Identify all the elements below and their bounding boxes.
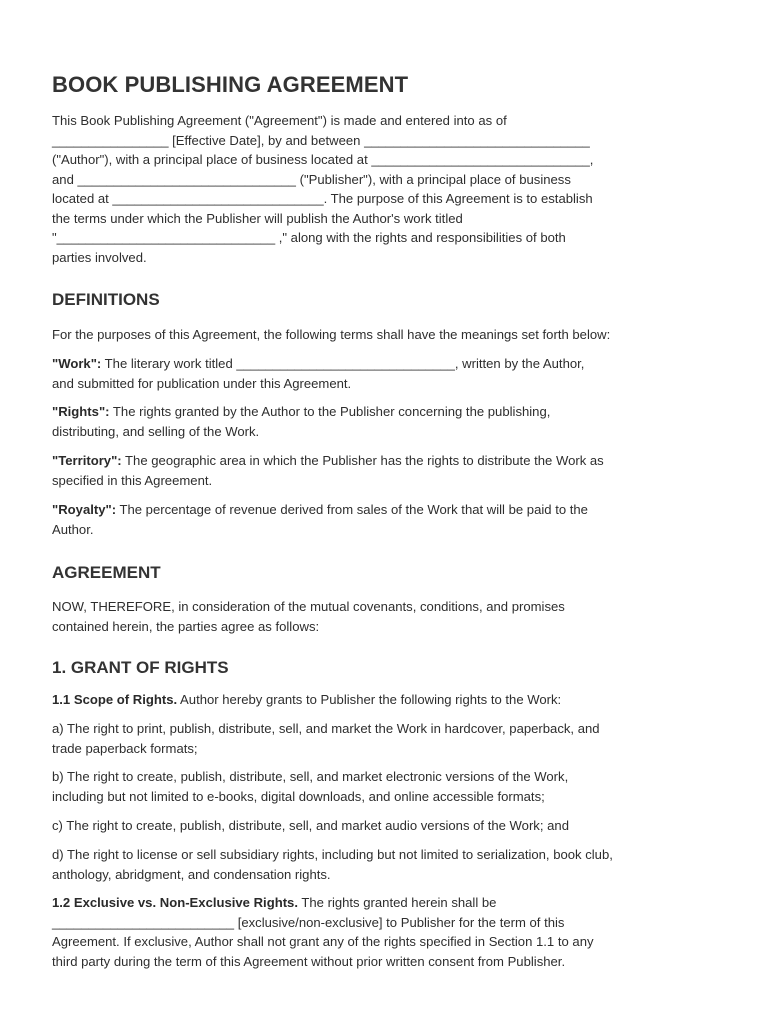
definition-term: "Territory": — [52, 453, 122, 468]
definition-line: specified in this Agreement. — [52, 472, 213, 488]
document-title: BOOK PUBLISHING AGREEMENT — [52, 72, 409, 97]
agreement-line: contained herein, the parties agree as follows: — [52, 618, 320, 634]
definitions-heading: DEFINITIONS — [52, 290, 160, 309]
right-item-line: trade paperback formats; — [52, 740, 198, 756]
exclusive-line: third party during the term of this Agreement without prior written consent from Publisher. — [52, 953, 566, 969]
scope-text: Author hereby grants to Publisher the following rights to the Work: — [177, 692, 562, 707]
definition-text: The rights granted by the Author to the Publisher concerning the publishing, — [109, 404, 551, 419]
exclusive-rights — [52, 893, 722, 971]
agreement-heading: AGREEMENT — [52, 563, 161, 582]
intro-line: "______________________________ ," along with the rights and responsibilities of both — [52, 230, 566, 245]
right-item-a — [52, 719, 722, 758]
intro-line: the terms under which the Publisher will publish the Author's work titled — [52, 210, 463, 226]
definition-line: distributing, and selling of the Work. — [52, 423, 260, 439]
definition-territory — [52, 451, 722, 490]
definition-text: The geographic area in which the Publisher has the rights to distribute the Work as — [121, 453, 604, 468]
agreement-paragraph — [52, 597, 722, 636]
exclusive-line: _________________________ [exclusive/non-exclusive] to Publisher for the term of this — [52, 914, 565, 930]
exclusive-text: The rights granted herein shall be — [297, 895, 497, 910]
definition-term: "Work": — [52, 356, 102, 371]
grant-of-rights-heading: 1. GRANT OF RIGHTS — [52, 658, 229, 677]
definition-rights — [52, 402, 722, 441]
right-item-b — [52, 767, 722, 806]
exclusive-line — [52, 893, 722, 913]
definition-term: "Rights": — [52, 404, 110, 419]
exclusive-term: 1.2 Exclusive vs. Non-Exclusive Rights. — [52, 895, 298, 910]
definition-line — [52, 402, 722, 422]
definition-royalty — [52, 500, 722, 539]
definition-line: and submitted for publication under this Agreement. — [52, 375, 352, 391]
intro-line: ________________ [Effective Date], by and between _______________________________ — [52, 132, 590, 148]
definition-work — [52, 354, 722, 393]
right-item-line: d) The right to license or sell subsidiary rights, including but not limited to serialization, book club, — [52, 847, 613, 862]
exclusive-line: Agreement. If exclusive, Author shall not grant any of the rights specified in Section 1.1 to any — [52, 934, 594, 949]
definition-line — [52, 354, 722, 374]
intro-line: parties involved. — [52, 249, 147, 265]
right-item-line: b) The right to create, publish, distribute, sell, and market electronic versions of the Work, — [52, 769, 569, 784]
right-item-line: including but not limited to e-books, digital downloads, and online accessible formats; — [52, 788, 545, 804]
scope-term: 1.1 Scope of Rights. — [52, 692, 178, 707]
definition-line: Author. — [52, 521, 94, 537]
definition-text: The percentage of revenue derived from sales of the Work that will be paid to the — [116, 502, 588, 517]
intro-line: and ______________________________ ("Publisher"), with a principal place of business — [52, 171, 571, 187]
definition-line — [52, 500, 722, 520]
agreement-line: NOW, THEREFORE, in consideration of the mutual covenants, conditions, and promises — [52, 599, 565, 614]
intro-line: This Book Publishing Agreement ("Agreement") is made and entered into as of — [52, 113, 507, 128]
right-item-line: c) The right to create, publish, distribute, sell, and market audio versions of the Work; and — [52, 818, 569, 833]
definition-text: The literary work titled ______________________________, written by the Author, — [101, 356, 585, 371]
intro-line: located at _____________________________. The purpose of this Agreement is to establish — [52, 191, 593, 206]
definitions-intro-line: For the purposes of this Agreement, the following terms shall have the meanings set forth below: — [52, 327, 611, 342]
definition-term: "Royalty": — [52, 502, 117, 517]
scope-line — [52, 690, 722, 710]
intro-line: ("Author"), with a principal place of business located at ______________________________, — [52, 152, 594, 167]
scope-of-rights — [52, 690, 722, 710]
right-item-line: anthology, abridgment, and condensation rights. — [52, 866, 331, 882]
right-item-c — [52, 816, 722, 836]
definitions-intro — [52, 325, 722, 345]
right-item-line: a) The right to print, publish, distribute, sell, and market the Work in hardcover, paperback, and — [52, 721, 600, 736]
intro-paragraph — [52, 111, 722, 267]
right-item-d — [52, 845, 722, 884]
definition-line — [52, 451, 722, 471]
